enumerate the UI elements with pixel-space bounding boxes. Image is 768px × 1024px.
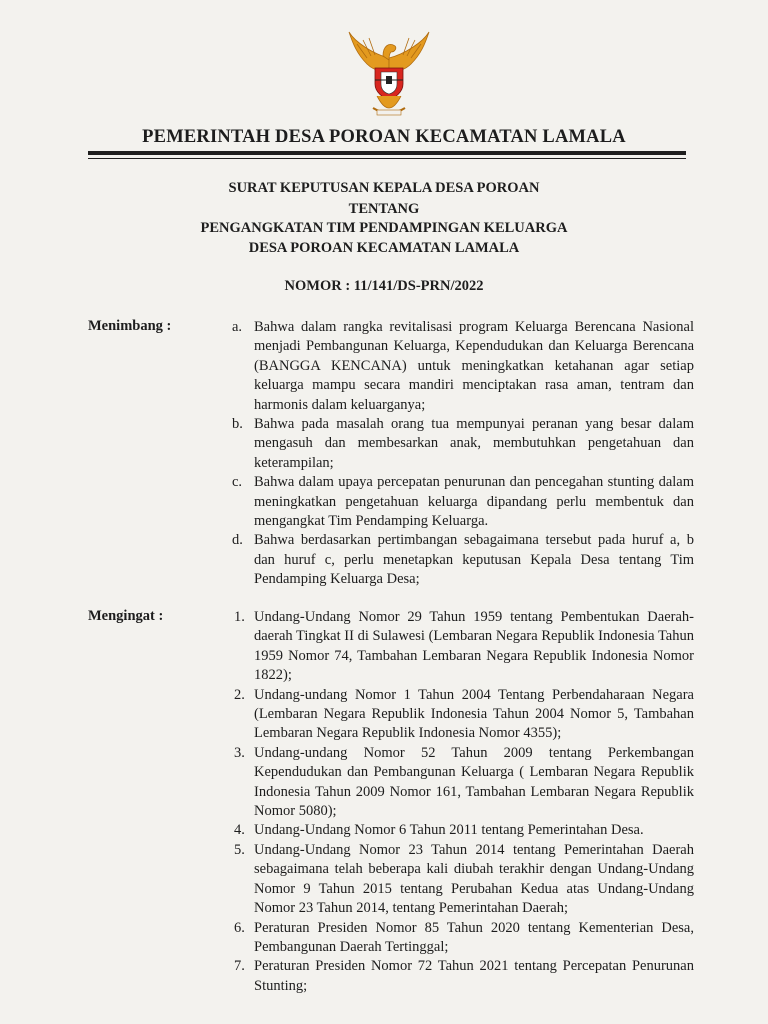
item-marker: 3.: [234, 744, 245, 761]
item-marker: 1.: [234, 609, 245, 625]
government-title: PEMERINTAH DESA POROAN KECAMATAN LAMALA: [142, 127, 626, 147]
list-item: [234, 919, 694, 958]
item-marker: 7.: [234, 958, 245, 975]
mengingat-label: Mengingat :: [88, 608, 164, 624]
menimbang-list: [232, 318, 694, 590]
decree-subject: PENGANGKATAN TIM PENDAMPINGAN KELUARGA: [200, 220, 568, 236]
item-marker: a.: [232, 319, 243, 335]
item-marker: 6.: [234, 919, 245, 936]
item-text: Peraturan Presiden Nomor 72 Tahun 2021 tentang Percepatan Penurunan Stunting;: [254, 958, 694, 994]
item-text: Peraturan Presiden Nomor 85 Tahun 2020 tentang Kementerian Desa, Pembangunan Daerah Tertinggal;: [254, 919, 694, 955]
list-item: [234, 744, 694, 822]
item-marker: d.: [232, 532, 243, 549]
list-item: [232, 415, 694, 473]
garuda-emblem-icon: [343, 28, 435, 120]
list-item: [234, 821, 694, 840]
item-marker: c.: [232, 474, 243, 491]
list-item: [234, 841, 694, 919]
decree-location: DESA POROAN KECAMATAN LAMALA: [248, 240, 520, 256]
item-text: Undang-undang Nomor 1 Tahun 2004 Tentang Perbendaharaan Negara (Lembaran Negara Republik Indonesia Tahun 2004 Nomor 5, Tambahan Lembaran Negara Republik Indonesia Nomor 4355);: [254, 686, 694, 742]
item-text: Undang-undang Nomor 52 Tahun 2009 tentang Perkembangan Kependudukan dan Pembangunan Keluarga ( Lembaran Negara Republik Indonesia Tahun 2009 Nomor 161, Tambahan Lembaran Negara Republik Nomor 5080);: [254, 744, 694, 820]
mengingat-list: [234, 608, 694, 996]
item-marker: 2.: [234, 686, 245, 703]
menimbang-label: Menimbang :: [88, 318, 172, 334]
list-item: [234, 608, 694, 686]
item-text: Undang-Undang Nomor 29 Tahun 1959 tentang Pembentukan Daerah-daerah Tingkat II di Sulawesi (Lembaran Negara Republik Indonesia Tahun 1959 Nomor 74, Tambahan Lembaran Negara Republik Indonesia Nomor 1822);: [254, 609, 694, 684]
list-item: [232, 318, 694, 415]
header-rule-thick: [88, 151, 686, 155]
header-rule-thin: [88, 158, 686, 159]
item-text: Undang-Undang Nomor 6 Tahun 2011 tentang Pemerintahan Desa.: [254, 822, 644, 839]
decree-title-tentang: TENTANG: [348, 201, 420, 217]
decree-title: SURAT KEPUTUSAN KEPALA DESA POROAN: [228, 180, 540, 196]
item-text: Bahwa berdasarkan pertimbangan sebagaimana tersebut pada huruf a, b dan huruf c, perlu menetapkan keputusan Kepala Desa tentang Tim Pendamping Keluarga Desa;: [254, 532, 694, 588]
item-text: Bahwa dalam rangka revitalisasi program Keluarga Berencana Nasional menjadi Pembangunan Keluarga, Kependudukan dan Keluarga Berencana (BANGGA KENCANA) untuk meningkatkan ketahanan agar setiap keluarga mampu secara mandiri menciptakan rasa aman, tentram dan harmonis dalam keluarganya;: [254, 319, 694, 413]
decree-number: NOMOR : 11/141/DS-PRN/2022: [284, 278, 484, 294]
list-item: [232, 473, 694, 531]
item-marker: b.: [232, 416, 243, 433]
item-marker: 5.: [234, 841, 245, 858]
item-text: Bahwa dalam upaya percepatan penurunan dan pencegahan stunting dalam meningkatkan pengetahuan keluarga dipandang perlu membentuk dan mengangkat Tim Pendamping Keluarga.: [254, 474, 694, 530]
list-item: [234, 957, 694, 996]
item-text: Bahwa pada masalah orang tua mempunyai peranan yang besar dalam mengasuh dan membesarkan anak, membutuhkan pengetahuan dan keterampilan;: [254, 416, 694, 471]
list-item: [232, 531, 694, 589]
list-item: [234, 686, 694, 744]
item-marker: 4.: [234, 822, 245, 839]
item-text: Undang-Undang Nomor 23 Tahun 2014 tentang Pemerintahan Daerah sebagaimana telah beberapa kali diubah terakhir dengan Undang-Undang Nomor 9 Tahun 2015 tentang Perubahan Kedua atas Undang-Undang Nomor 23 Tahun 2014, tentang Pemerintahan Daerah;: [254, 841, 694, 917]
